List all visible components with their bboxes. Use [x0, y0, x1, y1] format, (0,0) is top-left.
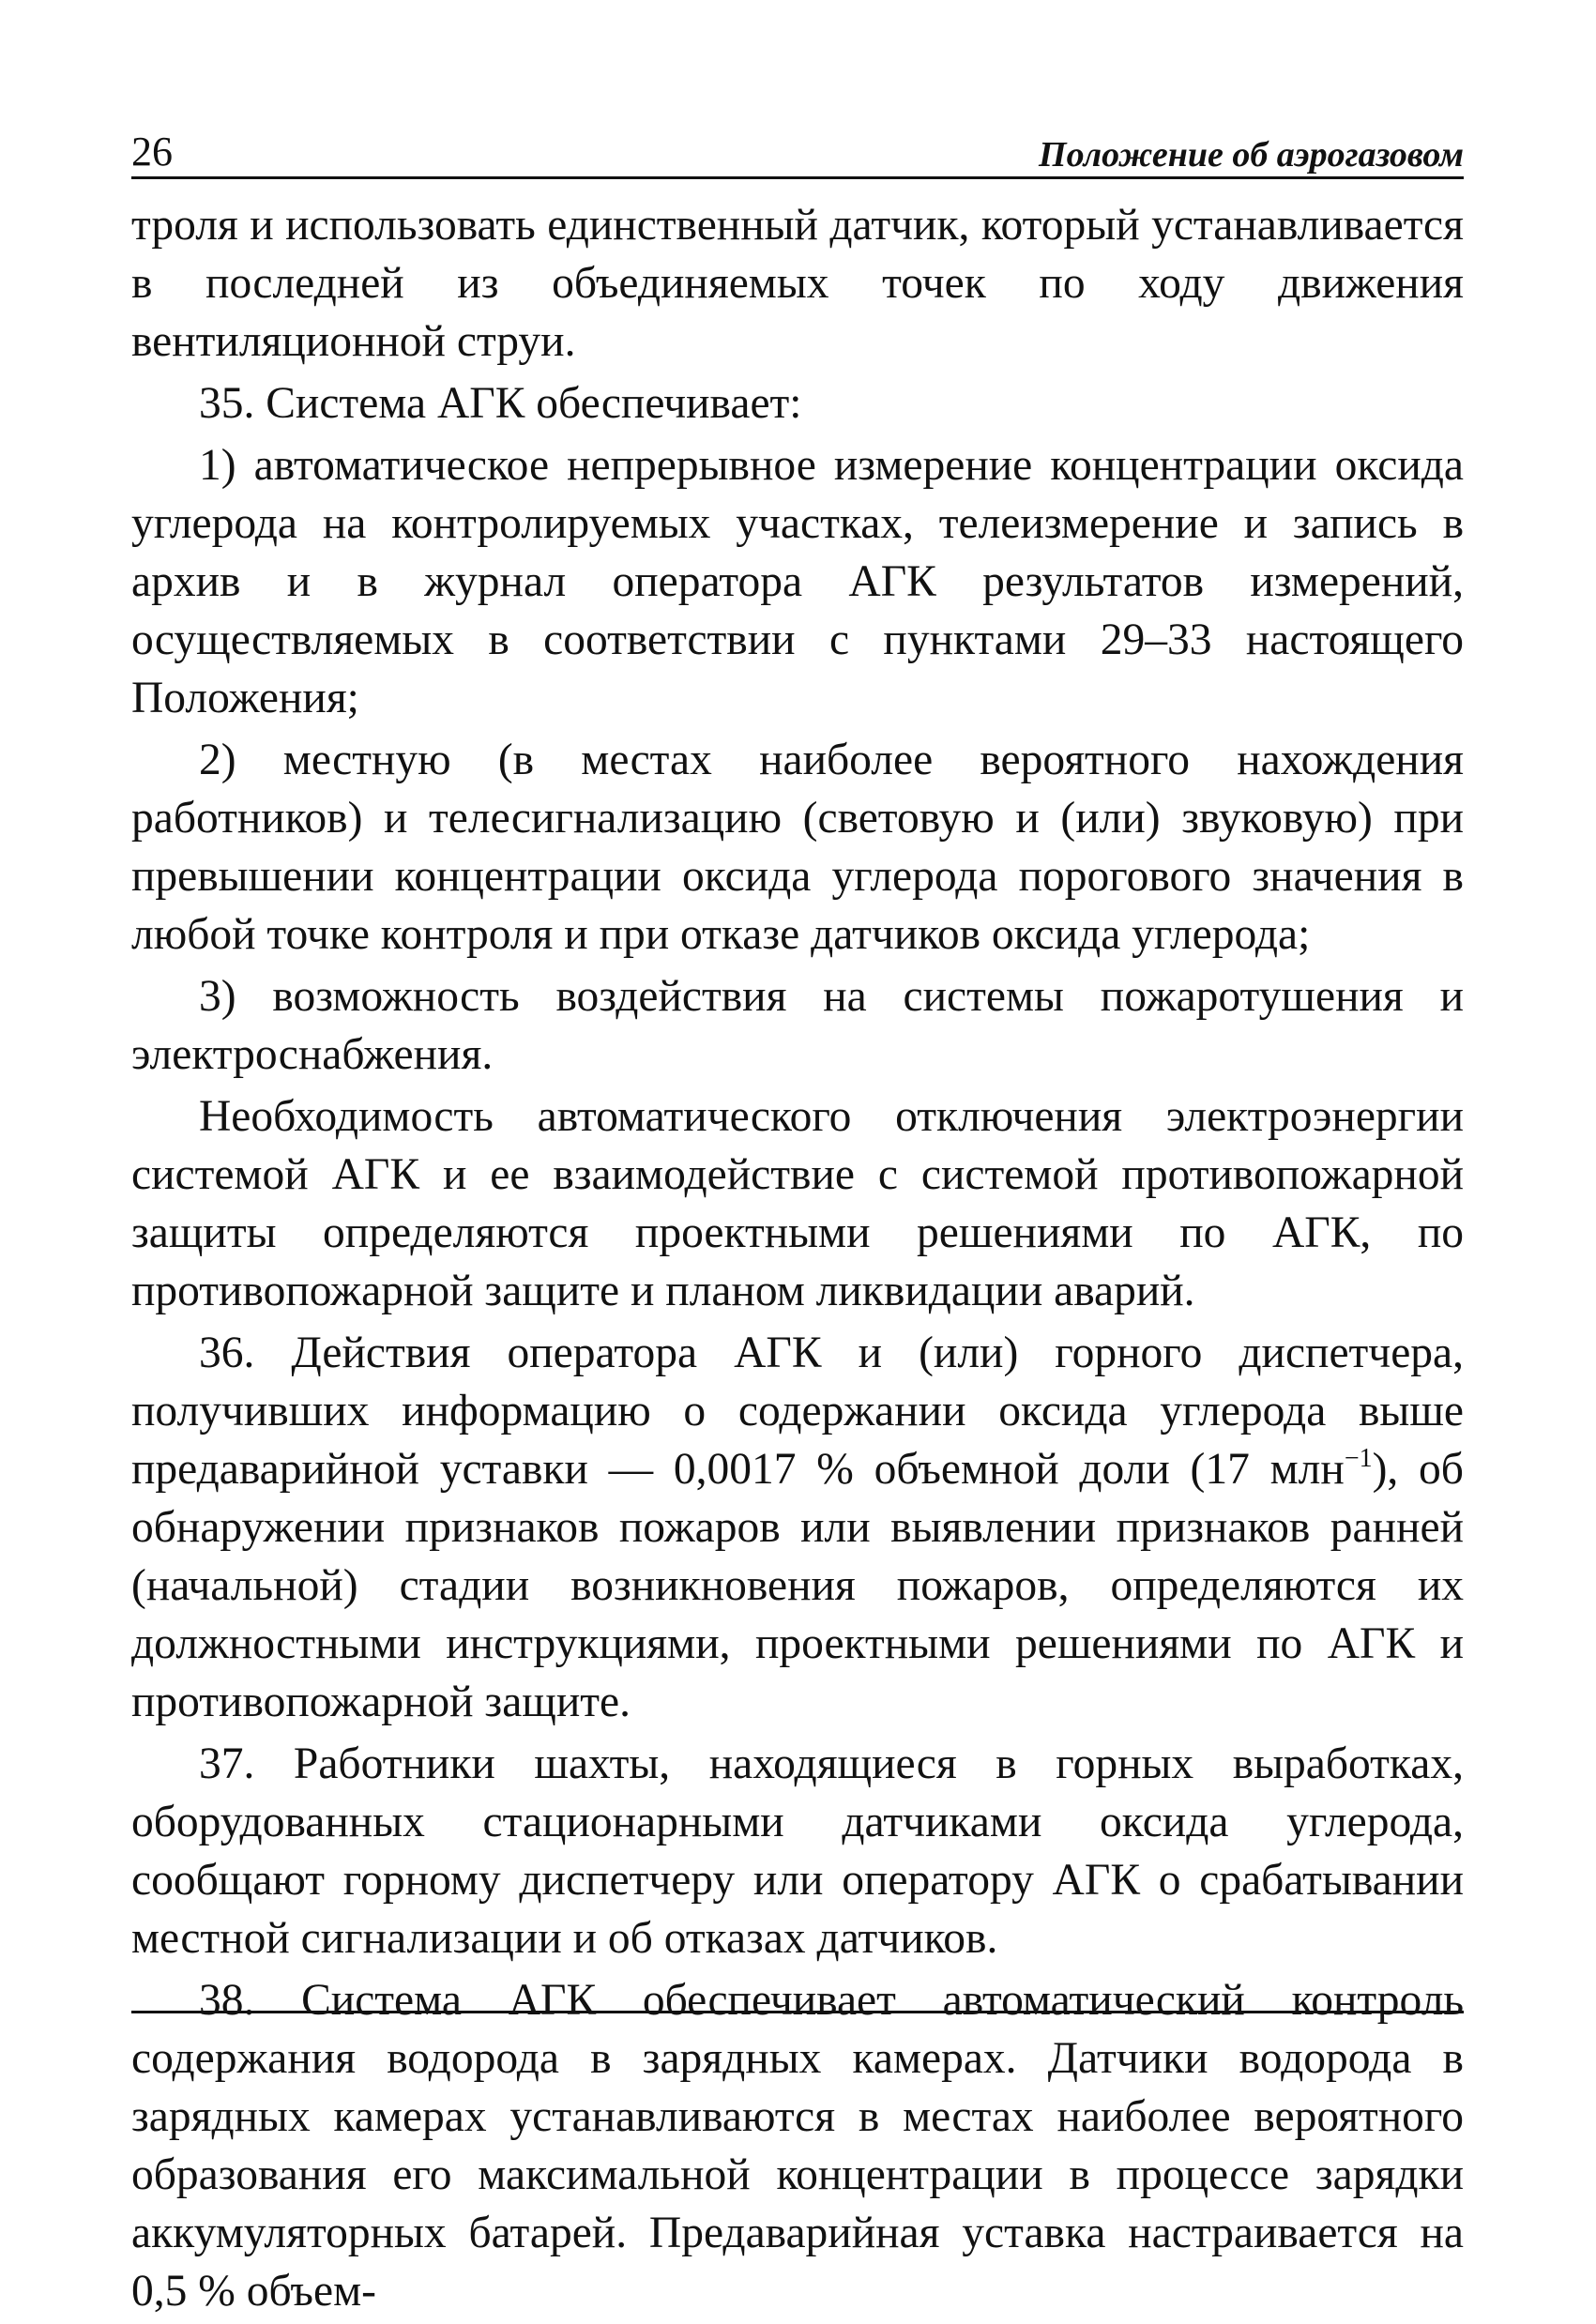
- list-item-1: 1) автоматическое непрерывное измерение концентрации оксида углерода на контролируемых участках, телеизмерение и запись в архив и в журнал оператора АГК результатов измерений, осуществляемых в соответствии с пунктами 29–33 настоящего Положения;: [131, 441, 1464, 722]
- paragraph-36-text-b: ), об обнаружении признаков пожаров или выявлении признаков ранней (начальной) стадии возникновения пожаров, определяются их должностными инструкциями, проектными решениями по АГК и противопожарной защите.: [131, 1445, 1464, 1726]
- page-number: 26: [131, 129, 173, 175]
- paragraph-continuation: троля и использовать единственный датчик, который устанавливается в последней из объединяемых точек по ходу движения вентиляционной струи.: [131, 201, 1464, 366]
- superscript-minus-one: −1: [1344, 1444, 1373, 1473]
- paragraph-37: 37. Работники шахты, находящиеся в горных выработках, оборудованных стационарными датчиками оксида углерода, сообщают горному диспетчеру или оператору АГК о срабатывании местной сигнализации и об отказах датчиков.: [131, 1739, 1464, 1963]
- book-page: [131, 113, 1464, 2324]
- footer-rule: [131, 2011, 1464, 2013]
- paragraph-necessity: Необходимость автоматического отключения электроэнергии системой АГК и ее взаимодействие с системой противопожарной защиты определяются проектными решениями по АГК, по противопожарной защите и планом ликвидации аварий.: [131, 1092, 1464, 1315]
- list-item-3: 3) возможность воздействия на системы пожаротушения и электроснабжения.: [131, 972, 1464, 1079]
- running-title: Положение об аэрогазовом: [1039, 135, 1464, 175]
- paragraph-38: 38. Система АГК обеспечивает автоматический контроль содержания водорода в зарядных камерах. Датчики водорода в зарядных камерах устанавливаются в местах наиболее вероятного образования его максимальной концентрации в процессе зарядки аккумуляторных батарей. Предаварийная уставка настраивается на 0,5 % объем-: [131, 1976, 1464, 2316]
- paragraph-35: 35. Система АГК обеспечивает:: [199, 379, 802, 428]
- paragraph-36: [131, 1324, 1464, 1731]
- paragraph-36-text-a: 36. Действия оператора АГК и (или) горного диспетчера, получивших информацию о содержании оксида углерода выше предаварийной уставки — 0,0017 % объемной доли (17 млн: [131, 1329, 1464, 1494]
- list-item-2: 2) местную (в местах наиболее вероятного нахождения работников) и телесигнализацию (световую и (или) звуковую) при превышении концентрации оксида углерода порогового значения в любой точке контроля и при отказе датчиков оксида углерода;: [131, 736, 1464, 959]
- body-text: [131, 196, 1464, 2320]
- page-header: [131, 113, 1464, 179]
